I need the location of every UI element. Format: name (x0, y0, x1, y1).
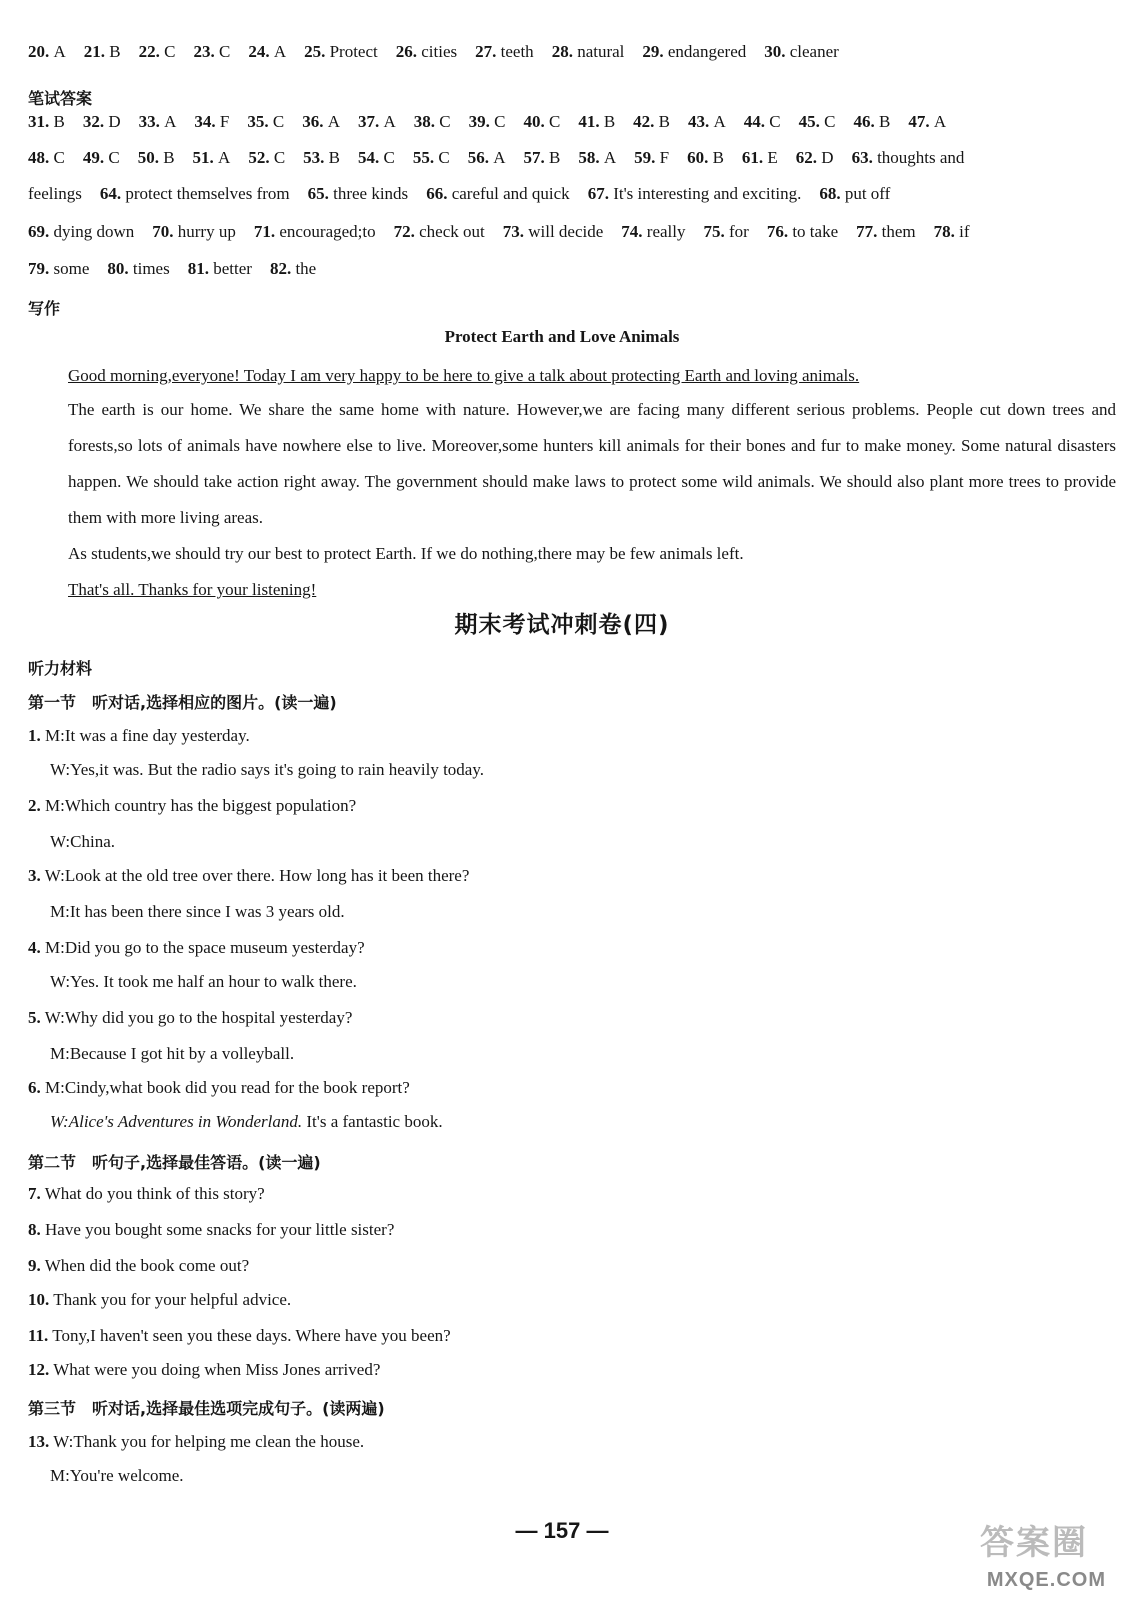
answer-item (303, 148, 340, 168)
answer-number: 57. (523, 148, 549, 167)
answer-item (139, 42, 176, 62)
answer-value: C (824, 112, 836, 131)
answer-value: B (658, 112, 670, 131)
answer-number: 23. (193, 42, 219, 61)
answer-item (100, 184, 290, 204)
answer-item (28, 259, 89, 279)
answer-number: 46. (853, 112, 879, 131)
answer-value: thoughts and (877, 148, 965, 167)
answer-item (107, 259, 169, 279)
answer-item (152, 222, 236, 242)
answer-value: E (767, 148, 778, 167)
dialogue-6-line-a: 6. M:Cindy,what book did you read for the book report? (28, 1078, 410, 1097)
answer-number: 41. (578, 112, 604, 131)
answer-number: 24. (248, 42, 274, 61)
answer-number: 21. (83, 42, 110, 61)
answer-item (83, 148, 120, 168)
answer-number: 78. (933, 222, 960, 241)
essay-closing-text: That's all. Thanks for your listening! (68, 580, 317, 599)
answer-number: 48. (28, 148, 54, 167)
sentence-12: 12. What were you doing when Miss Jones arrived? (28, 1360, 381, 1379)
answer-value: B (548, 148, 561, 167)
answer-number: 72. (393, 222, 420, 241)
answer-item (139, 112, 177, 132)
dialogue-4-line-b: W:Yes. It took me half an hour to walk there. (50, 972, 357, 991)
answer-item (248, 42, 286, 62)
dialogue-4-line-a: 4. M:Did you go to the space museum yesterday? (28, 938, 365, 957)
answer-item (248, 148, 285, 168)
answer-value: C (273, 148, 286, 167)
answer-item (254, 222, 376, 242)
answer-value: C (769, 112, 781, 131)
answer-value: B (878, 112, 891, 131)
answer-number: 73. (502, 222, 529, 241)
answer-item (28, 148, 65, 168)
answer-number: 29. (642, 42, 668, 61)
answer-item (426, 184, 570, 204)
answer-number: 28. (551, 42, 578, 61)
answer-value: B (109, 42, 121, 61)
answer-item (188, 259, 252, 279)
answer-value: feelings (28, 184, 82, 203)
answer-value: A (713, 112, 726, 131)
answer-item (83, 112, 121, 132)
answer-item (358, 112, 396, 132)
dialogue-13-line-b: M:You're welcome. (50, 1466, 184, 1485)
answer-item (523, 112, 560, 132)
answer-number: 69. (28, 222, 54, 241)
answer-number: 49. (82, 148, 109, 167)
answer-item (621, 222, 685, 242)
answer-number: 20. (28, 42, 54, 61)
answer-item (28, 184, 82, 204)
answer-item (468, 148, 506, 168)
answer-number: 53. (303, 148, 329, 167)
answer-number: 38. (413, 112, 440, 131)
section-3-heading: 第三节 听对话,选择最佳选项完成句子。(读两遍) (28, 1399, 385, 1418)
answer-value: A (273, 42, 287, 61)
answer-number: 75. (703, 222, 729, 241)
answer-item (934, 222, 970, 242)
answer-number: 58. (578, 148, 604, 167)
answer-item (28, 222, 134, 242)
answer-number: 82. (269, 259, 296, 278)
answer-value: check out (419, 222, 485, 241)
watermark-url: MXQE.COM (986, 1569, 1106, 1591)
answer-number: 26. (395, 42, 422, 61)
answer-item (358, 148, 395, 168)
answer-item (84, 42, 121, 62)
answer-item (742, 148, 778, 168)
answer-value: B (328, 148, 340, 167)
answer-value: protect themselves from (125, 184, 290, 203)
answer-item (634, 148, 669, 168)
page-number: — 157 — (515, 1518, 609, 1543)
answer-number: 79. (28, 259, 54, 278)
answer-value: C (383, 148, 395, 167)
sentence-10: 10. Thank you for your helpful advice. (28, 1290, 292, 1309)
answer-value: Protect (329, 42, 378, 61)
answer-number: 80. (107, 259, 133, 278)
answer-number: 67. (587, 184, 614, 203)
answer-value: natural (577, 42, 625, 61)
answer-value: F (659, 148, 670, 167)
answer-number: 22. (138, 42, 165, 61)
answer-item (413, 148, 450, 168)
answer-value: times (132, 259, 170, 278)
answer-number: 59. (634, 148, 660, 167)
essay-opening (28, 358, 1116, 394)
answer-item (28, 42, 66, 62)
answer-item (856, 222, 916, 242)
sentence-8: 8. Have you bought some snacks for your little sister? (28, 1220, 395, 1239)
answer-item (578, 112, 615, 132)
answer-number: 44. (743, 112, 770, 131)
answer-number: 65. (307, 184, 334, 203)
answer-number: 50. (137, 148, 164, 167)
answer-number: 81. (187, 259, 214, 278)
essay-title: Protect Earth and Love Animals (444, 327, 680, 346)
answer-item (588, 184, 802, 204)
sentence-9: 9. When did the book come out? (28, 1256, 250, 1275)
answer-value: C (438, 148, 450, 167)
answer-value: A (218, 148, 231, 167)
dialogue-5-line-a: 5. W:Why did you go to the hospital yesterday? (28, 1008, 353, 1027)
answer-item (642, 42, 746, 62)
answer-item (304, 42, 378, 62)
answer-number: 71. (253, 222, 280, 241)
listening-heading: 听力材料 (28, 659, 93, 678)
answer-number: 52. (248, 148, 274, 167)
answer-number: 61. (741, 148, 768, 167)
sentence-7: 7. What do you think of this story? (28, 1184, 265, 1203)
answer-item (247, 112, 284, 132)
answer-value: teeth (500, 42, 534, 61)
answer-number: 51. (192, 148, 219, 167)
answer-row-2 (28, 112, 1094, 132)
answer-number: 77. (856, 222, 882, 241)
answer-value: D (108, 112, 121, 131)
sentence-11: 11. Tony,I haven't seen you these days. Where have you been? (28, 1326, 451, 1345)
answer-number: 35. (247, 112, 273, 131)
answer-value: A (383, 112, 396, 131)
answer-number: 68. (819, 184, 845, 203)
answer-value: hurry up (177, 222, 236, 241)
answer-value: C (164, 42, 176, 61)
dialogue-2-line-a: 2. M:Which country has the biggest population? (28, 796, 357, 815)
answer-item (523, 148, 560, 168)
writing-heading: 写作 (28, 299, 61, 318)
answer-item (193, 148, 231, 168)
answer-number: 39. (468, 112, 495, 131)
essay-conclusion: As students,we should try our best to protect Earth. If we do nothing,there may be few animals left. (68, 544, 744, 563)
answer-item (270, 259, 316, 279)
answer-value: A (53, 42, 66, 61)
answer-item (396, 42, 457, 62)
answer-value: to take (792, 222, 839, 241)
answer-value: A (493, 148, 506, 167)
answer-item (28, 112, 65, 132)
answer-item (578, 148, 616, 168)
answer-value: will decide (528, 222, 604, 241)
answer-item (704, 222, 749, 242)
answer-number: 36. (302, 112, 328, 131)
answer-item (302, 112, 340, 132)
answer-number: 47. (908, 112, 934, 131)
written-answers-heading: 笔试答案 (28, 89, 93, 108)
answer-item (799, 112, 836, 132)
dialogue-1-line-a: 1. M:It was a fine day yesterday. (28, 726, 250, 745)
answer-value: C (218, 42, 231, 61)
answer-number: 60. (687, 148, 713, 167)
answer-value: C (548, 112, 561, 131)
answer-number: 31. (28, 112, 54, 131)
answer-value: C (272, 112, 285, 131)
dialogue-6-line-b: W:Alice's Adventures in Wonderland. It's a fantastic book. (50, 1112, 443, 1131)
answer-number: 55. (412, 148, 439, 167)
answer-item (414, 112, 451, 132)
answer-value: encouraged;to (279, 222, 376, 241)
answer-value: cleaner (789, 42, 839, 61)
answer-item (475, 42, 534, 62)
answer-value: dying down (53, 222, 135, 241)
answer-number: 62. (795, 148, 822, 167)
answer-value: B (603, 112, 616, 131)
answer-item (764, 42, 839, 62)
answer-item (394, 222, 485, 242)
answer-item (819, 184, 890, 204)
answer-number: 42. (633, 112, 659, 131)
answer-item (744, 112, 781, 132)
answer-number: 64. (99, 184, 126, 203)
answer-item (852, 148, 965, 168)
answer-number: 33. (138, 112, 165, 131)
answer-number: 37. (358, 112, 384, 131)
answer-number: 63. (851, 148, 878, 167)
dialogue-3-line-a: 3. W:Look at the old tree over there. How long has it been there? (28, 866, 470, 885)
answer-number: 27. (475, 42, 501, 61)
answer-value: B (53, 112, 65, 131)
answer-item (503, 222, 604, 242)
essay-closing (28, 572, 1116, 608)
answer-row-3 (28, 148, 1094, 168)
dialogue-5-line-b: M:Because I got hit by a volleyball. (50, 1044, 295, 1063)
answer-row-6 (28, 259, 1094, 279)
answer-item (552, 42, 625, 62)
answer-item (908, 112, 946, 132)
answer-number: 40. (523, 112, 549, 131)
answer-value: C (53, 148, 65, 167)
dialogue-3-line-b: M:It has been there since I was 3 years old. (50, 902, 345, 921)
section-1-heading: 第一节 听对话,选择相应的图片。(读一遍) (28, 693, 337, 712)
answer-value: B (712, 148, 724, 167)
answer-value: cities (421, 42, 458, 61)
answer-number: 56. (467, 148, 494, 167)
answer-number: 76. (766, 222, 793, 241)
answer-value: F (219, 112, 230, 131)
answer-value: C (494, 112, 506, 131)
answer-value: D (821, 148, 834, 167)
answer-number: 25. (304, 42, 330, 61)
answer-value: really (646, 222, 686, 241)
answer-value: three kinds (333, 184, 409, 203)
answer-number: 74. (621, 222, 647, 241)
answer-number: 30. (764, 42, 790, 61)
answer-value: A (327, 112, 340, 131)
watermark-logo: 答案圈 (980, 1523, 1088, 1563)
answer-row-1 (28, 42, 1094, 62)
answer-value: for (729, 222, 749, 241)
answer-item (308, 184, 409, 204)
answer-value: It's interesting and exciting. (613, 184, 802, 203)
answer-value: the (295, 259, 317, 278)
answer-value: them (881, 222, 916, 241)
answer-value: C (439, 112, 451, 131)
answer-value: endangered (667, 42, 747, 61)
answer-value: if (959, 222, 970, 241)
answer-number: 43. (688, 112, 714, 131)
dialogue-1-line-b: W:Yes,it was. But the radio says it's going to rain heavily today. (50, 760, 484, 779)
answer-number: 32. (82, 112, 109, 131)
answer-item (194, 112, 229, 132)
answer-item (633, 112, 670, 132)
dialogue-13-line-a: 13. W:Thank you for helping me clean the house. (28, 1432, 365, 1451)
exam-title: 期末考试冲刺卷(四) (454, 612, 670, 638)
answer-item (469, 112, 506, 132)
essay-body: The earth is our home. We share the same home with nature. However,we are facing many different serious problems. People cut down trees and forests,so lots of animals have nowhere else to live. Moreover,some hunters kill animals for their bones and fur to make money. Some natural disasters happen. We should take action right away. The government should make laws to protect some wild animals. We should also plant more trees to provide them with more living areas. (68, 400, 1116, 527)
answer-row-4 (28, 184, 1094, 204)
answer-number: 66. (426, 184, 452, 203)
answer-item (688, 112, 726, 132)
answer-item (193, 42, 230, 62)
answer-value: A (164, 112, 177, 131)
answer-value: C (108, 148, 120, 167)
answer-item (767, 222, 838, 242)
answer-row-5 (28, 222, 1094, 242)
answer-item (796, 148, 834, 168)
answer-item (853, 112, 890, 132)
answer-value: better (213, 259, 252, 278)
answer-number: 54. (358, 148, 384, 167)
answer-value: put off (844, 184, 891, 203)
dialogue-2-line-b: W:China. (50, 832, 115, 851)
section-2-heading: 第二节 听句子,选择最佳答语。(读一遍) (28, 1153, 321, 1172)
answer-item (687, 148, 724, 168)
answer-item (138, 148, 175, 168)
answer-value: B (163, 148, 175, 167)
answer-value: A (933, 112, 947, 131)
answer-number: 34. (194, 112, 220, 131)
answer-number: 45. (798, 112, 825, 131)
essay-opening-text: Good morning,everyone! Today I am very happy to be here to give a talk about protecting Earth and loving animals. (68, 366, 860, 385)
answer-value: some (53, 259, 90, 278)
answer-number: 70. (152, 222, 178, 241)
answer-value: careful and quick (451, 184, 570, 203)
answer-value: A (603, 148, 617, 167)
